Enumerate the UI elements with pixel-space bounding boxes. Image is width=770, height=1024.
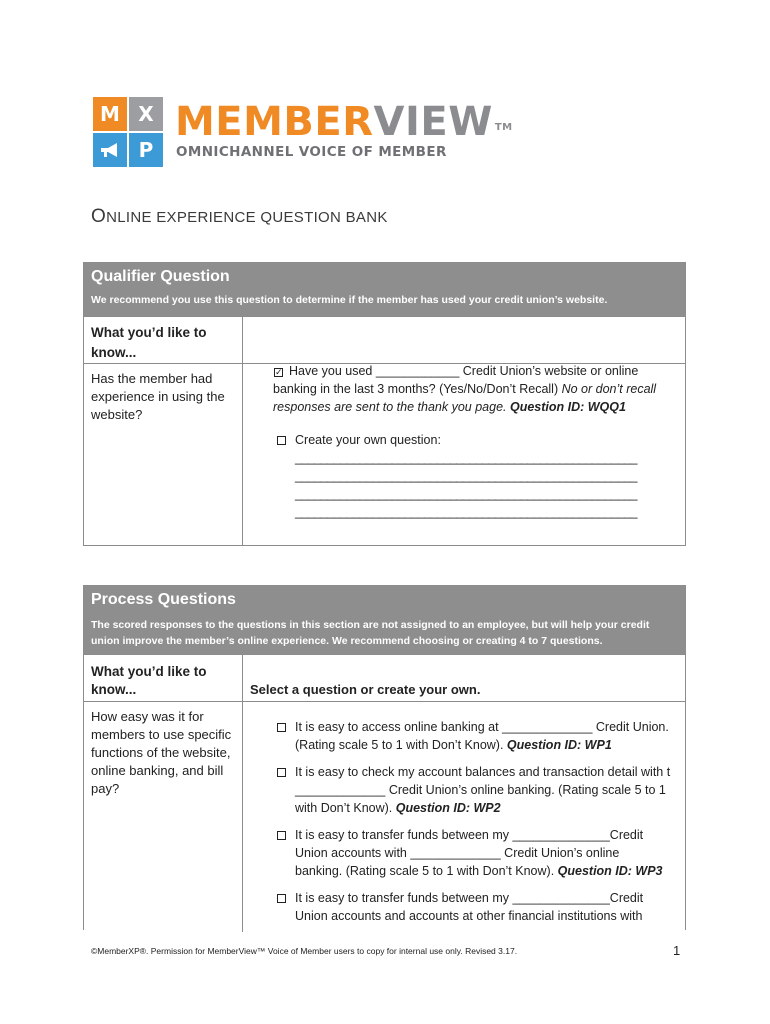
qualifier-subtitle: We recommend you use this question to determine if the member has used your credit union’s website. bbox=[91, 294, 608, 306]
custom-question-checkbox[interactable] bbox=[277, 436, 286, 445]
footer-copyright: ©MemberXP®. Permission for MemberView™ Voice of Member users to copy for internal use only. Revised 3.17. bbox=[91, 946, 518, 956]
process-left-body-line4: online banking, and bill bbox=[91, 763, 224, 778]
wp3-line2: Union accounts with _____________ Credit Union’s online bbox=[295, 846, 620, 860]
wqq1-line2-plain: banking in the last 3 months? (Yes/No/Don’t Recall) bbox=[273, 382, 562, 396]
process-left-body-cell bbox=[84, 702, 243, 932]
brand-name bbox=[175, 99, 511, 145]
process-header-row bbox=[84, 654, 685, 701]
wp2-line3-text: with Don’t Know). bbox=[295, 801, 396, 815]
megaphone-icon bbox=[93, 133, 127, 167]
process-section bbox=[83, 585, 686, 930]
wp3-question-id: Question ID: WP3 bbox=[557, 864, 663, 878]
wp2-line1: It is easy to check my account balances and transaction detail with t bbox=[295, 765, 671, 779]
wp1-checkbox[interactable] bbox=[277, 723, 286, 732]
title-rest: NLINE EXPERIENCE QUESTION BANK bbox=[106, 209, 388, 226]
logo-tile-p: P bbox=[129, 133, 163, 167]
process-left-header-cell bbox=[84, 655, 243, 701]
brand-part-member: MEMBER bbox=[175, 99, 374, 145]
process-left-body-line5: pay? bbox=[91, 781, 120, 796]
wp2-line3 bbox=[295, 800, 501, 818]
qualifier-left-body-line1: Has the member had bbox=[91, 371, 213, 386]
qualifier-left-body-cell bbox=[84, 364, 243, 545]
wp1-question-id: Question ID: WP1 bbox=[506, 738, 612, 752]
mxp-logo-grid bbox=[93, 97, 163, 167]
wp2-line2: _____________ Credit Union’s online banking. (Rating scale 5 to 1 bbox=[295, 783, 666, 797]
process-title: Process Questions bbox=[91, 591, 236, 608]
qualifier-title: Qualifier Question bbox=[91, 268, 230, 285]
qualifier-left-body-line3: website? bbox=[91, 407, 143, 422]
wqq1-line2 bbox=[273, 381, 656, 399]
logo-tile-m: M bbox=[93, 97, 127, 131]
wp3-checkbox[interactable] bbox=[277, 831, 286, 840]
wqq1-line3-italic: responses are sent to the thank you page. bbox=[273, 400, 510, 414]
wp4-checkbox[interactable] bbox=[277, 894, 286, 903]
qualifier-left-header-cell bbox=[84, 317, 243, 363]
process-body-row bbox=[84, 701, 685, 932]
process-header bbox=[84, 586, 685, 654]
qualifier-left-body-line2: experience in using the bbox=[91, 389, 225, 404]
qualifier-section bbox=[83, 262, 686, 546]
process-subtitle-line1: The scored responses to the questions in this section are not assigned to an employee, but will help your credit bbox=[91, 619, 650, 631]
trademark: TM bbox=[494, 122, 513, 133]
qualifier-header-row bbox=[84, 316, 685, 363]
wp2-checkbox[interactable] bbox=[277, 768, 286, 777]
wp3-line1: It is easy to transfer funds between my ______________Credit bbox=[295, 828, 644, 842]
qualifier-body-row bbox=[84, 363, 685, 545]
wqq1-line1: Have you used ____________ Credit Union’s website or online bbox=[289, 364, 639, 378]
process-left-header-line2: know... bbox=[91, 682, 137, 697]
process-subtitle-line2: union improve the member’s online experience. We recommend choosing or creating 4 to 7 questions. bbox=[91, 635, 603, 647]
wqq1-checkbox[interactable]: ✓ bbox=[275, 367, 283, 377]
wp4-line2: Union accounts and accounts at other financial institutions with bbox=[295, 909, 643, 923]
process-subtitle bbox=[84, 611, 685, 649]
wqq1-line3 bbox=[273, 399, 626, 417]
process-right-header: Select a question or create your own. bbox=[250, 682, 481, 697]
process-left-header-line1: What you’d like to bbox=[91, 664, 207, 679]
wp1-line1: It is easy to access online banking at _____________ Credit Union. bbox=[295, 720, 669, 734]
logo-tile-x: X bbox=[129, 97, 163, 131]
brand-part-view: VIEW bbox=[373, 99, 493, 145]
title-first-letter: O bbox=[91, 206, 107, 227]
process-left-body-line3: functions of the website, bbox=[91, 745, 231, 760]
custom-blank-line-2[interactable]: _____________________________________________________ bbox=[295, 469, 637, 483]
qualifier-left-header-line2: know... bbox=[91, 345, 137, 360]
page-number: 1 bbox=[673, 943, 681, 958]
wp1-line2 bbox=[295, 737, 612, 755]
wp1-line2-text: (Rating scale 5 to 1 with Don’t Know). bbox=[295, 738, 507, 752]
document-title bbox=[91, 206, 388, 228]
custom-blank-line-1[interactable]: _____________________________________________________ bbox=[295, 451, 637, 465]
process-left-body-line2: members to use specific bbox=[91, 727, 232, 742]
wp2-question-id: Question ID: WP2 bbox=[395, 801, 501, 815]
wp4-line1: It is easy to transfer funds between my ______________Credit bbox=[295, 891, 644, 905]
brand-tagline: OMNICHANNEL VOICE OF MEMBER bbox=[176, 144, 447, 160]
qualifier-left-header-line1: What you’d like to bbox=[91, 325, 207, 340]
wqq1-line2-italic: No or don’t recall bbox=[561, 382, 657, 396]
wp3-line3-text: banking. (Rating scale 5 to 1 with Don’t Know). bbox=[295, 864, 558, 878]
custom-blank-line-3[interactable]: _____________________________________________________ bbox=[295, 487, 637, 501]
qualifier-header bbox=[84, 263, 685, 316]
custom-question-label: Create your own question: bbox=[295, 433, 441, 447]
wqq1-question-id: Question ID: WQQ1 bbox=[509, 400, 626, 414]
custom-blank-line-4[interactable]: _____________________________________________________ bbox=[295, 505, 637, 519]
wp3-line3 bbox=[295, 863, 663, 881]
process-left-body-line1: How easy was it for bbox=[91, 709, 204, 724]
